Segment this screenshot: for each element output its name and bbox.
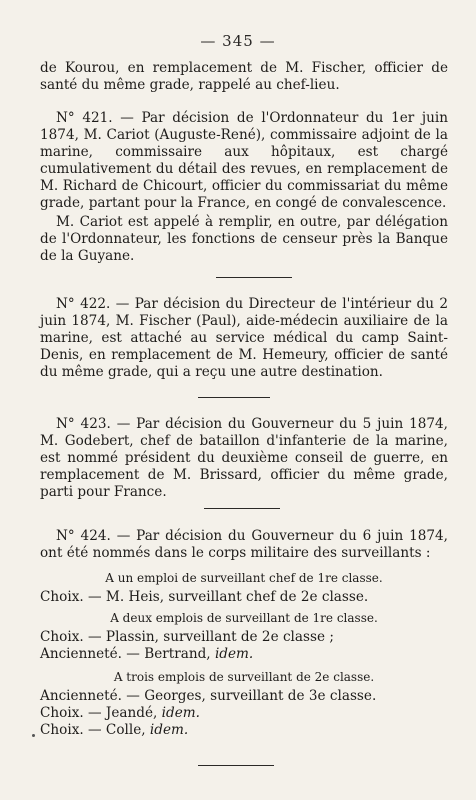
separator-rule [198, 765, 274, 766]
section-heading: A deux emplois de surveillant de 1re classe. [110, 611, 378, 625]
appointment-line [40, 722, 448, 739]
entry-422-text: N° 422. — Par décision du Directeur de l'intérieur du 2 juin 1874, M. Fischer (Paul), aide-médecin auxiliaire de la marine, est attaché au service médical du camp Saint-Denis, en remplacement de M. Hemeury, officier de santé du même grade, qui a reçu une autre destination. [40, 296, 448, 380]
page-number: — 345 — [200, 32, 276, 50]
appointment-value: Colle, [105, 722, 146, 738]
appointment-idem: idem. [214, 646, 254, 662]
continuation-paragraph [40, 60, 448, 94]
appointment-label: Choix. — [40, 589, 102, 605]
appointment-value: Bertrand, [144, 646, 211, 662]
section-heading: A un emploi de surveillant chef de 1re classe. [105, 571, 383, 585]
appointment-label: Choix. — [40, 722, 102, 738]
entry-424-text: N° 424. — Par décision du Gouverneur du 6 juin 1874, ont été nommés dans le corps militaire des surveillants : [40, 528, 448, 561]
appointment-line [40, 629, 448, 646]
continuation-text: de Kourou, en remplacement de M. Fischer, officier de santé du même grade, rappelé au chef-lieu. [40, 60, 448, 93]
appointment-line [40, 688, 448, 705]
separator-rule [204, 508, 280, 509]
section-heading: A trois emplois de surveillant de 2e classe. [113, 670, 375, 684]
appointment-line [40, 705, 448, 722]
appointment-label: Ancienneté. — [40, 688, 140, 704]
entry-421 [40, 110, 448, 265]
ink-speck [32, 734, 35, 737]
entry-421-text: N° 421. — Par décision de l'Ordonnateur du 1er juin 1874, M. Cariot (Auguste-René), commissaire adjoint de la marine, commissaire aux hôpitaux, est chargé cumulativement du détail des revues, en remplacement de M. Richard de Chicourt, officier du commissariat du même grade, partant pour la France, en congé de convalescence. [40, 110, 448, 211]
entry-423-text: N° 423. — Par décision du Gouverneur du 5 juin 1874, M. Godebert, chef de bataillon d'infanterie de la marine, est nommé président du deuxième conseil de guerre, en remplacement de M. Brissard, officier du même grade, parti pour France. [40, 416, 448, 500]
appointment-line [40, 589, 448, 606]
appointment-label: Choix. — [40, 629, 102, 645]
appointment-label: Ancienneté. — [40, 646, 140, 662]
entry-422 [40, 296, 448, 381]
entry-421-extra: M. Cariot est appelé à remplir, en outre, par délégation de l'Ordonnateur, les fonctions de censeur près la Banque de la Guyane. [40, 214, 448, 264]
appointment-value: Georges, surveillant de 3e classe. [144, 688, 377, 704]
separator-rule [216, 277, 292, 278]
entry-423 [40, 416, 448, 501]
appointment-value: Jeandé, [105, 705, 158, 721]
appointment-label: Choix. — [40, 705, 102, 721]
entry-424 [40, 528, 448, 739]
appointment-idem: idem. [149, 722, 189, 738]
appointment-value: M. Heis, surveillant chef de 2e classe. [105, 589, 369, 605]
separator-rule [198, 397, 270, 398]
appointment-value: Plassin, surveillant de 2e classe ; [105, 629, 334, 645]
appointment-idem: idem. [161, 705, 200, 721]
appointment-line [40, 646, 448, 663]
